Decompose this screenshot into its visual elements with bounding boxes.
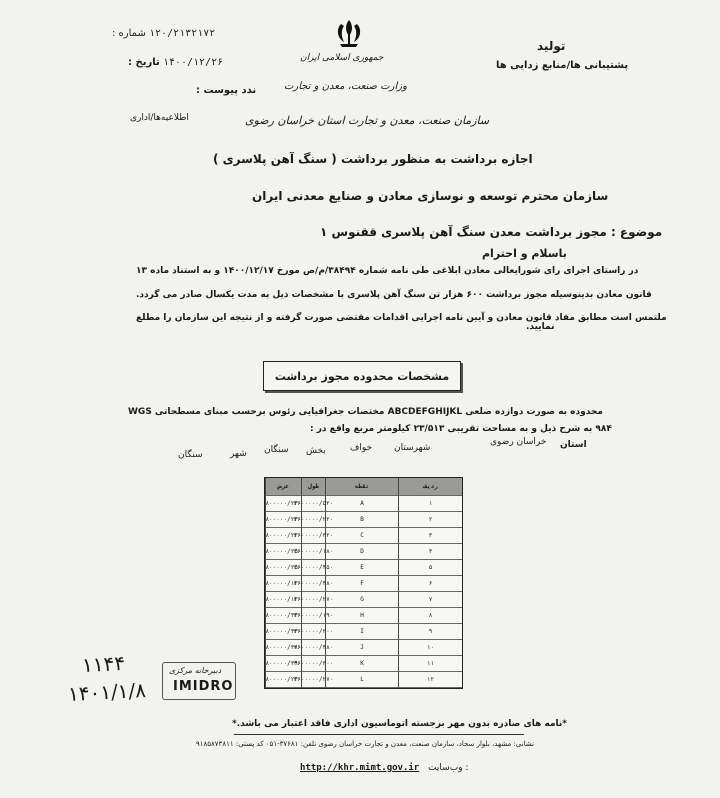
table-cell-row-number: ۱۱ <box>398 656 462 672</box>
boundary-spec-heading <box>263 361 461 391</box>
table-cell-latitude: ۸۰۰۰۰۰/۲۲۰ <box>265 528 301 544</box>
table-cell-latitude: ۸۰۰۰۰۰/۳۸۰ <box>265 640 301 656</box>
city-value: سنگان <box>178 450 203 460</box>
footer-website-row <box>300 763 468 773</box>
table-cell-latitude: ۸۰۰۰۰۰/۱۲۰ <box>265 592 301 608</box>
table-cell-row-number: ۶ <box>398 576 462 592</box>
iran-emblem-icon <box>332 18 366 48</box>
organization-title: سازمان صنعت، معدن و تجارت استان خراسان رضوی <box>245 114 490 127</box>
handwritten-date: ۱۴۰۱/۱/۸ <box>67 677 147 707</box>
table-cell-row-number: ۹ <box>398 624 462 640</box>
table-cell-latitude: ۸۰۰۰۰۰/۳۹۰ <box>265 656 301 672</box>
stamp-line-2: IMIDRO <box>173 679 234 694</box>
letter-attachment-value: ندد <box>241 85 257 96</box>
province-label: استان <box>560 440 587 450</box>
document-title: اجازه برداشت به منظور برداشت ( سنگ آهن پلاسری ) <box>213 152 533 166</box>
table-cell-point-label: B <box>325 512 398 528</box>
table-cell-point-label: D <box>325 544 398 560</box>
republic-title: جمهوری اسلامی ایران <box>300 53 384 63</box>
table-cell-point-label: E <box>325 560 398 576</box>
table-cell-longitude: ۳۶۰۰۰۰۰/۴۸۰ <box>301 640 325 656</box>
letter-date-label: تاریخ : <box>128 57 160 68</box>
table-cell-longitude: ۳۶۰۰۰۰۰/۳۰۰ <box>301 656 325 672</box>
table-cell-row-number: ۱۲ <box>398 672 462 688</box>
footer-website-link[interactable]: http://khr.mimt.gov.ir <box>300 763 420 773</box>
table-cell-latitude: ۸۰۰۰۰۰/۲۳۰ <box>265 512 301 528</box>
table-header-latitude: عرض <box>265 478 301 496</box>
table-cell-longitude: ۳۶۰۰۰۰۰/۱۹۰ <box>301 608 325 624</box>
table-cell-point-label: G <box>325 592 398 608</box>
stamp-line-1: دبیرخانه مرکزی <box>169 666 222 675</box>
validity-notice: *نامه های صادره بدون مهر برجسته اتوماسیون اداری فاقد اعتبار می باشد.* <box>232 719 567 729</box>
table-header-row-number: ردیف <box>398 478 462 496</box>
table-cell-latitude: ۸۰۰۰۰۰/۴۳۰ <box>265 624 301 640</box>
table-cell-longitude: ۳۶۰۰۰۰۰/۳۲۰ <box>301 528 325 544</box>
letter-number-value: ۱۲۰/۲۱۳۲۱۷۲ <box>149 28 216 39</box>
body-line-4: نمایید. <box>526 322 555 332</box>
table-cell-row-number: ۷ <box>398 592 462 608</box>
table-cell-latitude: ۸۰۰۰۰۰/۲۳۰ <box>265 496 301 512</box>
letter-number <box>112 28 215 39</box>
table-cell-point-label: H <box>325 608 398 624</box>
subject-line: موضوع : مجوز برداشت معدن سنگ آهن پلاسری ققنوس ۱ <box>320 225 663 239</box>
department-title: تولید <box>537 39 566 53</box>
table-cell-longitude: ۳۶۰۰۰۰۰/۴۵۰ <box>301 560 325 576</box>
table-cell-longitude: ۳۶۰۰۰۰۰/۲۲۰ <box>301 512 325 528</box>
recipient-line: سازمان محترم توسعه و نوسازی معادن و صنایع معدنی ایران <box>252 189 609 203</box>
footer-divider <box>234 734 524 735</box>
table-cell-latitude: ۸۰۰۰۰۰/۲۵۰ <box>265 560 301 576</box>
district-value: سنگان <box>264 445 289 455</box>
letter-attachment-label: پیوست : <box>196 85 239 96</box>
coordinates-table <box>264 477 463 689</box>
ministry-title: وزارت صنعت، معدن و تجارت <box>284 81 407 92</box>
table-cell-row-number: ۴ <box>398 544 462 560</box>
table-cell-latitude: ۸۰۰۰۰۰/۱۲۰ <box>265 576 301 592</box>
district-label: بخش <box>306 446 326 456</box>
table-header-longitude: طول <box>301 478 325 496</box>
table-cell-row-number: ۲ <box>398 512 462 528</box>
city-label: شهر <box>230 449 247 459</box>
table-cell-longitude: ۳۶۰۰۰۰۰/۴۸۰ <box>301 576 325 592</box>
table-cell-row-number: ۵ <box>398 560 462 576</box>
province-value: خراسان رضوی <box>490 437 547 447</box>
table-cell-longitude: ۳۶۰۰۰۰۰/۵۲۰ <box>301 496 325 512</box>
table-header-point-label: نقطه <box>325 478 398 496</box>
body-line-2: قانون معادن بدینوسیله مجوز برداشت ۶۰۰ هزار تن سنگ آهن پلاسری با مشخصات ذیل به مدت یکسال صادر می گردد. <box>136 290 652 300</box>
table-cell-row-number: ۱ <box>398 496 462 512</box>
body-line-1: در راستای اجرای رای شورایعالی معادن ابلاغی طی نامه شماره ۳۸۴۹۴/م/ص مورخ ۱۴۰۰/۱۲/۱۷ و به استناد ماده ۱۳ <box>136 266 639 276</box>
table-cell-longitude: ۳۶۰۰۰۰۰/۲۷۰ <box>301 592 325 608</box>
department-subtitle: پشتیبانی ها/منابع زدایی ها <box>496 60 629 71</box>
table-cell-point-label: J <box>325 640 398 656</box>
letter-number-label: شماره : <box>112 28 146 39</box>
side-note: اطلاعیه‌ها/اداری <box>130 113 189 123</box>
table-cell-longitude: ۳۶۰۰۰۰۰/۲۰۰ <box>301 624 325 640</box>
table-cell-latitude: ۸۰۰۰۰۰/۲۴۰ <box>265 672 301 688</box>
boundary-spec-heading-text: مشخصات محدوده مجوز برداشت <box>274 369 450 383</box>
table-cell-point-label: F <box>325 576 398 592</box>
table-cell-latitude: ۸۰۰۰۰۰/۲۵۰ <box>265 544 301 560</box>
table-cell-row-number: ۸ <box>398 608 462 624</box>
letter-date <box>128 57 223 68</box>
table-cell-point-label: I <box>325 624 398 640</box>
letter-date-value: ۱۴۰۰/۱۲/۲۶ <box>162 57 224 68</box>
table-cell-point-label: C <box>325 528 398 544</box>
footer-website-label: وب‌سایت : <box>428 763 469 773</box>
county-label: شهرستان <box>394 443 431 453</box>
county-value: خواف <box>350 443 373 453</box>
table-cell-latitude: ۸۰۰۰۰۰/۴۴۰ <box>265 608 301 624</box>
table-cell-point-label: A <box>325 496 398 512</box>
table-cell-row-number: ۱۰ <box>398 640 462 656</box>
table-cell-point-label: L <box>325 672 398 688</box>
table-cell-longitude: ۳۶۰۰۰۰۰/۱۸۰ <box>301 544 325 560</box>
table-cell-longitude: ۳۶۰۰۰۰۰/۲۷۰ <box>301 672 325 688</box>
greeting-line: باسلام و احترام <box>482 247 567 260</box>
handwritten-number: ۱۱۴۴ <box>81 650 126 678</box>
footer-address: نشانی: مشهد، بلوار سجاد، سازمان صنعت، معدن و تجارت خراسان رضوی تلفن: ۳۷۶۸۱-۰۵۱ کد پستی: ۹۱۸۵۸۷۳۸۱۱ <box>196 740 534 748</box>
body-line-3: ملتمس است مطابق مفاد قانون معادن و آیین نامه اجرایی اقدامات مقتضی صورت گرفته و از نتیجه این سازمان را مطلع <box>136 313 667 323</box>
letter-attachment <box>196 85 256 96</box>
receipt-stamp <box>162 662 236 700</box>
table-cell-point-label: K <box>325 656 398 672</box>
boundary-description-2: ۹۸۴ به شرح ذیل و به مساحت تقریبی ۲۳/۵۱۳ کیلومتر مربع واقع در : <box>310 424 612 434</box>
table-cell-row-number: ۳ <box>398 528 462 544</box>
boundary-description-1: محدوده به صورت دوازده ضلعی ABCDEFGHIJKL مختصات جغرافیایی رئوس برحسب مبنای مسطحاتی WGS <box>128 407 603 417</box>
